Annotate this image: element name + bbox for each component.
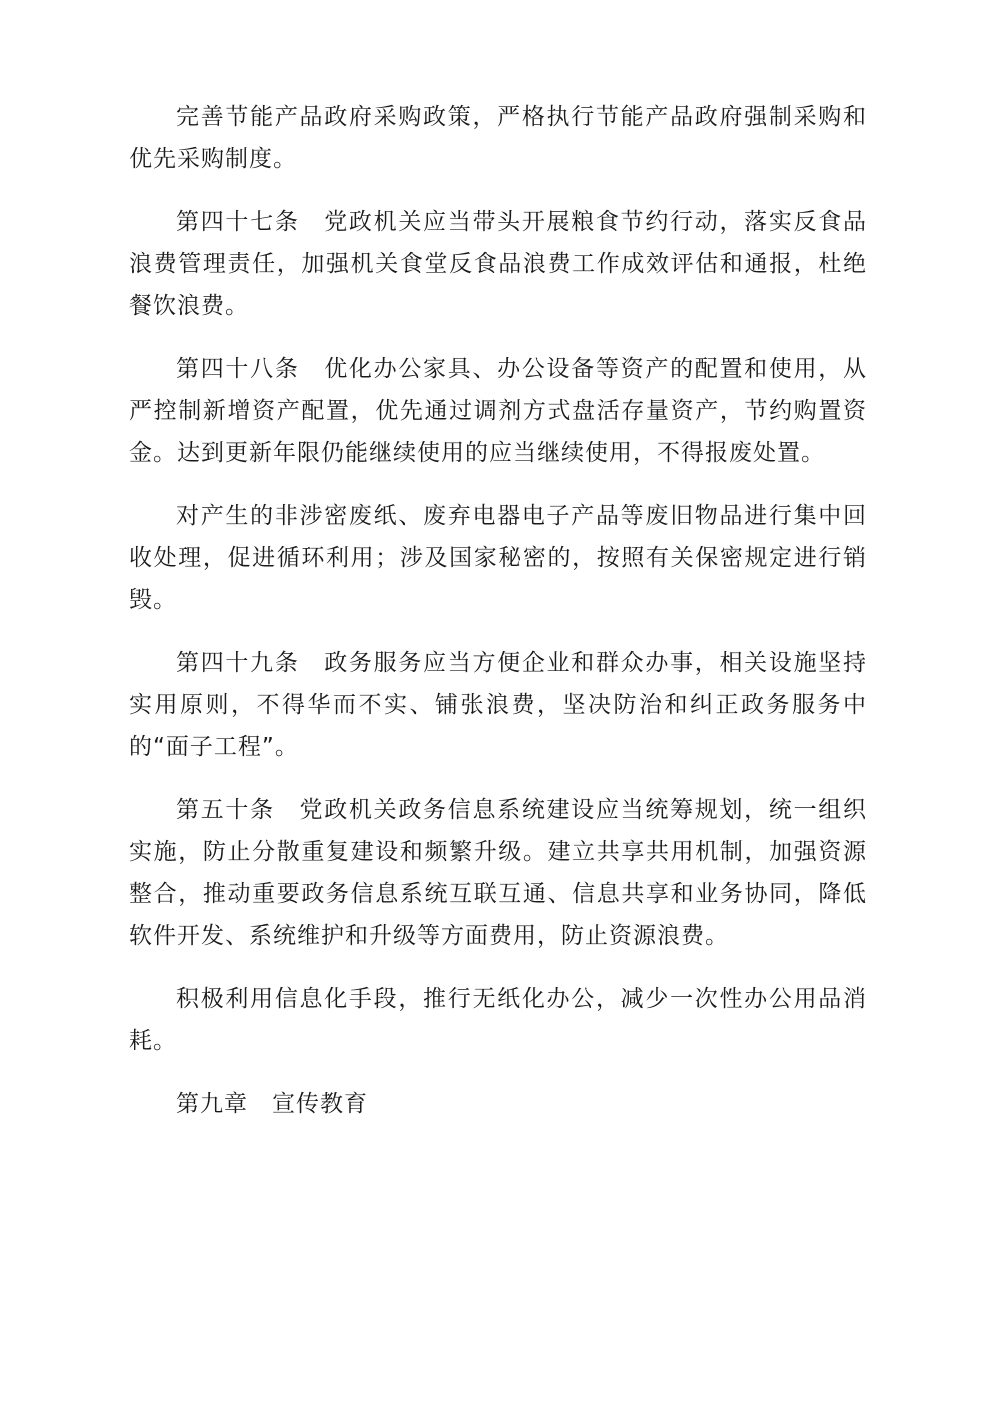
paragraph-article-47: 第四十七条 党政机关应当带头开展粮食节约行动，落实反食品浪费管理责任，加强机关食堂反食品浪费工作成效评估和通报，杜绝餐饮浪费。 bbox=[129, 209, 867, 319]
paragraph-article-48: 第四十八条 优化办公家具、办公设备等资产的配置和使用，从严控制新增资产配置，优先通过调剂方式盘活存量资产，节约购置资金。达到更新年限仍能继续使用的应当继续使用，不得报废处置。 bbox=[129, 356, 867, 466]
document-body bbox=[129, 96, 867, 1146]
paragraph-paperless-office: 积极利用信息化手段，推行无纸化办公，减少一次性办公用品消耗。 bbox=[129, 986, 867, 1054]
chapter-heading: 第九章 宣传教育 bbox=[176, 1091, 368, 1117]
paragraph-waste-recycling: 对产生的非涉密废纸、废弃电器电子产品等废旧物品进行集中回收处理，促进循环利用；涉及国家秘密的，按照有关保密规定进行销毁。 bbox=[129, 503, 867, 613]
paragraph-procurement-policy: 完善节能产品政府采购政策，严格执行节能产品政府强制采购和优先采购制度。 bbox=[129, 104, 867, 172]
paragraph-article-49: 第四十九条 政务服务应当方便企业和群众办事，相关设施坚持实用原则，不得华而不实、铺张浪费，坚决防治和纠正政务服务中的“面子工程”。 bbox=[129, 650, 867, 760]
paragraph-article-50: 第五十条 党政机关政务信息系统建设应当统筹规划，统一组织实施，防止分散重复建设和频繁升级。建立共享共用机制，加强资源整合，推动重要政务信息系统互联互通、信息共享和业务协同，降低软件开发、系统维护和升级等方面费用，防止资源浪费。 bbox=[129, 797, 867, 949]
